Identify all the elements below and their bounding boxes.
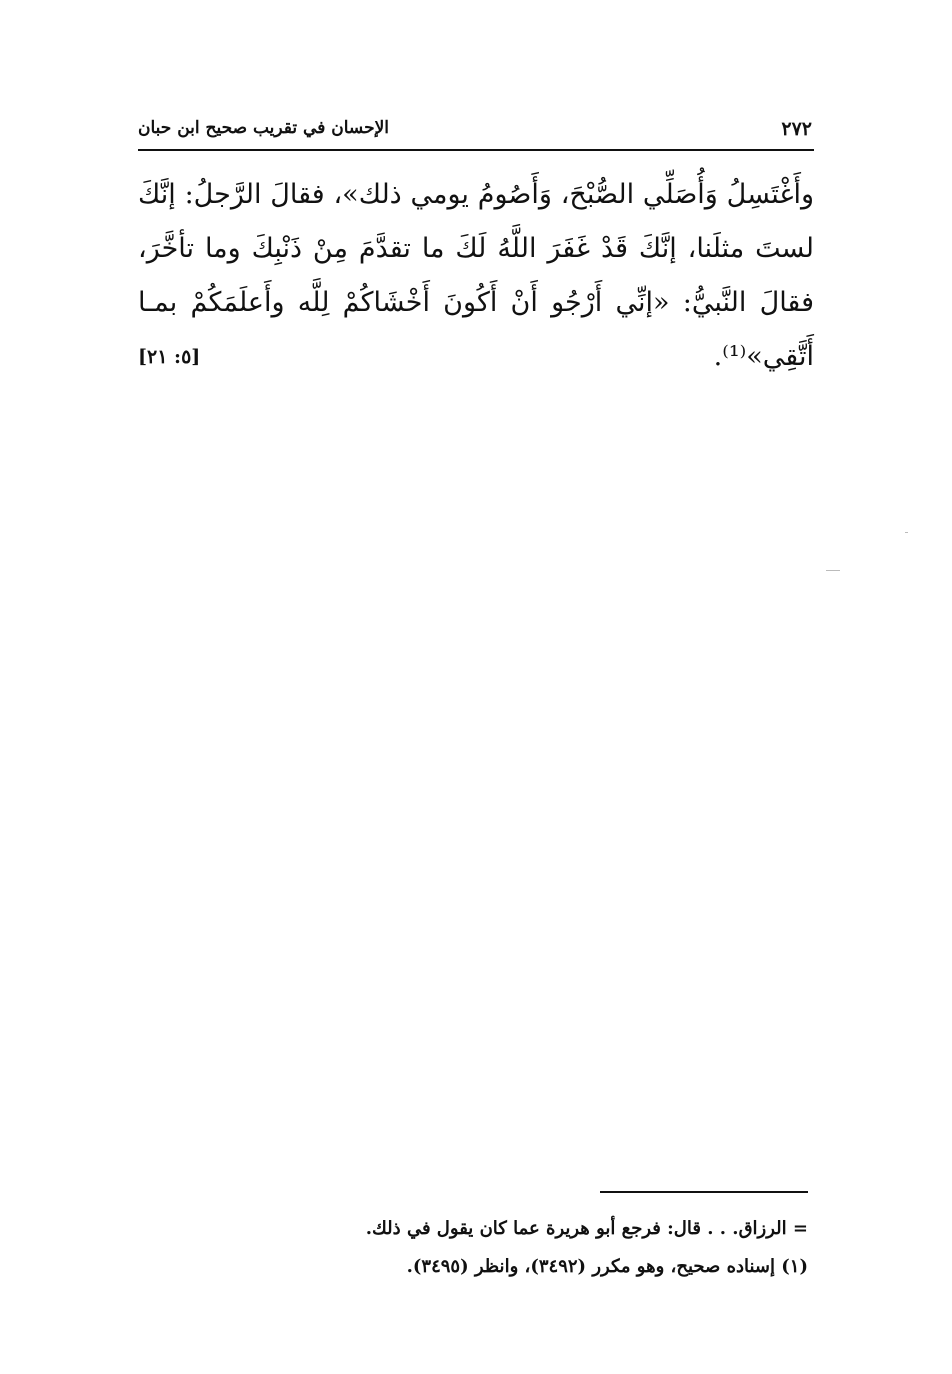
scan-speck bbox=[905, 532, 908, 533]
text-line: فقالَ النَّبيُّ: «إنِّي أَرْجُو أَنْ أَكُونَ أَخْشَاكُمْ لِلَّه وأَعلَمَكُمْ بمـا bbox=[138, 287, 814, 318]
footnotes bbox=[138, 1210, 808, 1286]
text-line: لستَ مثلَنا، إنَّكَ قَدْ غَفَرَ اللَّهُ لَكَ ما تقدَّمَ مِنْ ذَنْبِكَ وما تأخَّرَ، bbox=[138, 233, 814, 264]
page-number: ٢٧٢ bbox=[781, 118, 812, 140]
main-text bbox=[138, 168, 814, 384]
running-header-title: الإحسان في تقريب صحيح ابن حبان bbox=[138, 118, 389, 138]
footnote-separator bbox=[600, 1191, 808, 1193]
text-line bbox=[138, 330, 814, 384]
scan-speck bbox=[826, 570, 840, 571]
text-line: وأَغْتَسِلُ وَأُصَلِّي الصُّبْحَ، وَأَصُومُ يومي ذلك»، فقالَ الرَّجلُ: إنَّكَ bbox=[138, 179, 814, 210]
footnote-continuation: = الرزاق. . . قال: فرجع أبو هريرة عما كان يقول في ذلك. bbox=[365, 1218, 808, 1239]
header-rule bbox=[138, 149, 814, 151]
hadith-reference: [٥: ٢١] bbox=[138, 346, 201, 368]
footnote-item: (١) إسناده صحيح، وهو مكرر (٣٤٩٢)، وانظر (٣٤٩٥). bbox=[406, 1256, 808, 1277]
text-line-content: أَتَّقِي»⁽¹⁾. bbox=[713, 341, 814, 372]
